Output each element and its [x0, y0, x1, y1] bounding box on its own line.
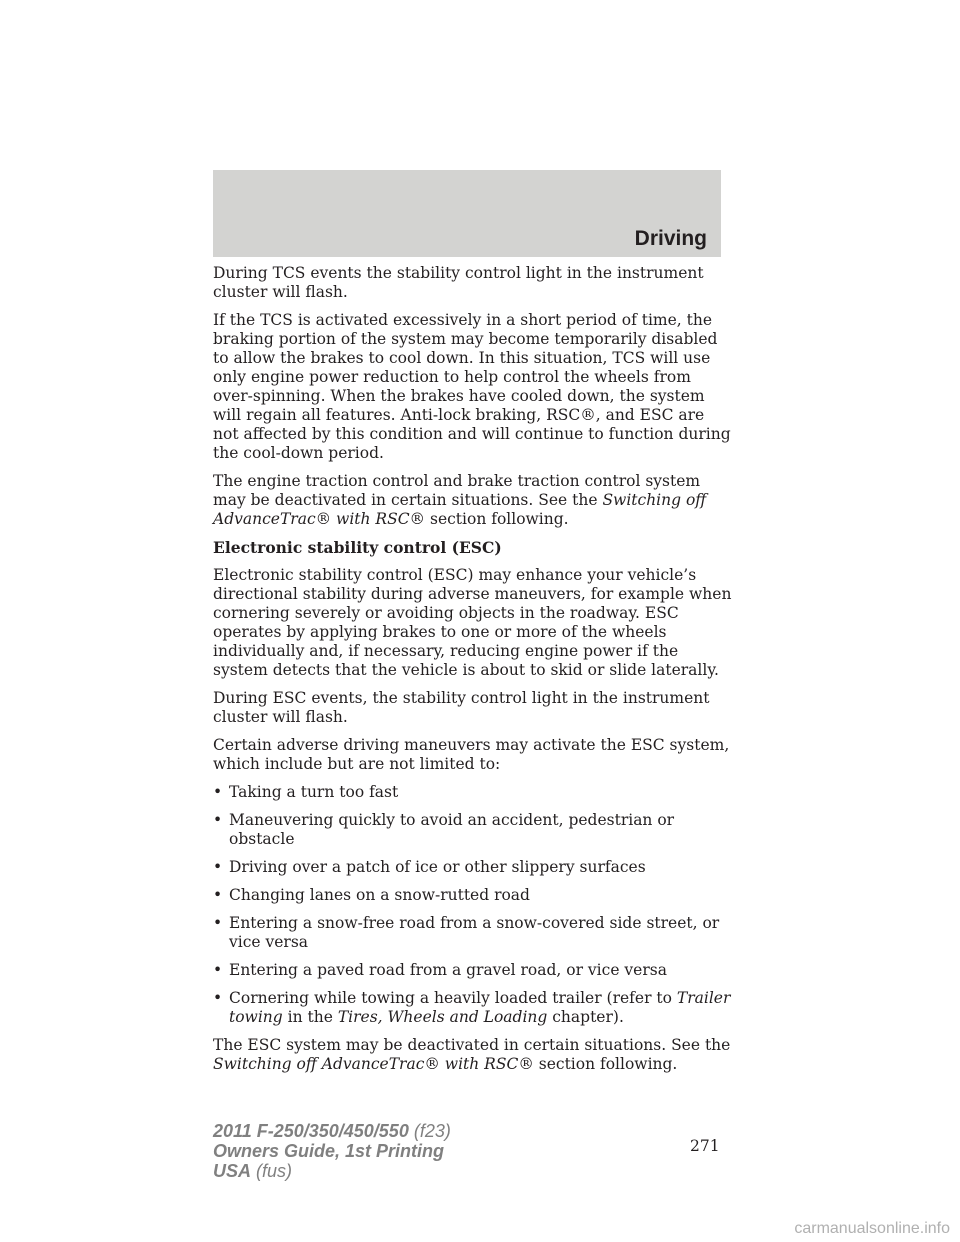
list-item: • Entering a paved road from a gravel road, or vice versa [213, 961, 667, 979]
paragraph: Certain adverse driving maneuvers may activate the ESC system, which include but are not limited to: [213, 736, 730, 773]
list-item: • Taking a turn too fast [213, 783, 399, 801]
list-item: • Entering a snow-free road from a snow-covered side street, or vice versa [213, 914, 720, 951]
bullet-list [213, 783, 733, 1027]
bullet-icon: • [213, 989, 223, 1007]
paragraph: If the TCS is activated excessively in a short period of time, the braking portion of the system may become temporarily disabled to allow the brakes to cool down. In this situation, TCS will use only engine power reduction to help control the wheels from over-spinning. When the brakes have cooled down, the system will regain all features. Anti-lock braking, RSC®, and ESC are not affected by this condition and will continue to function during the cool-down period. [213, 311, 731, 462]
paragraph: The ESC system may be deactivated in certain situations. See the Switching off AdvanceTrac® with RSC® section following. [213, 1036, 731, 1073]
paragraph: During ESC events, the stability control light in the instrument cluster will flash. [213, 689, 710, 726]
paragraph: During TCS events the stability control light in the instrument cluster will flash. [213, 264, 704, 301]
page-content [213, 264, 733, 1083]
bullet-icon: • [213, 961, 223, 979]
bullet-icon: • [213, 783, 223, 801]
bullet-icon: • [213, 811, 223, 829]
section-heading: Electronic stability control (ESC) [213, 538, 502, 557]
list-item: • Driving over a patch of ice or other slippery surfaces [213, 858, 646, 876]
paragraph: The engine traction control and brake traction control system may be deactivated in certain situations. See the Switching off AdvanceTrac® with RSC® section following. [213, 472, 707, 528]
cross-reference: Switching off AdvanceTrac® with RSC® [213, 1055, 534, 1073]
section-header-box [213, 170, 721, 257]
cross-reference: Trailer towing [229, 989, 731, 1026]
cross-reference: Switching off AdvanceTrac® with RSC® [213, 491, 707, 528]
bullet-icon: • [213, 886, 223, 904]
list-item: • Changing lanes on a snow-rutted road [213, 886, 530, 904]
list-item: • Cornering while towing a heavily loaded trailer (refer to Trailer towing in the Tires, Wheels and Loading chapter). [213, 989, 731, 1026]
paragraph: Electronic stability control (ESC) may enhance your vehicle’s directional stability during adverse maneuvers, for example when cornering severely or avoiding objects in the roadway. ESC operates by applying brakes to one or more of the wheels individually and, if necessary, reducing engine power if the system detects that the vehicle is about to skid or slide laterally. [213, 566, 732, 679]
bullet-icon: • [213, 914, 223, 932]
watermark: carmanualsonline.info [794, 1220, 950, 1237]
list-item: • Maneuvering quickly to avoid an accident, pedestrian or obstacle [213, 811, 675, 848]
page-number: 271 [690, 1137, 720, 1155]
document-footer: 2011 F-250/350/450/550 (f23) Owners Guide, 1st Printing USA (fus) [213, 1121, 451, 1181]
bullet-icon: • [213, 858, 223, 876]
cross-reference: Tires, Wheels and Loading [337, 1008, 548, 1026]
section-title: Driving [634, 227, 707, 250]
